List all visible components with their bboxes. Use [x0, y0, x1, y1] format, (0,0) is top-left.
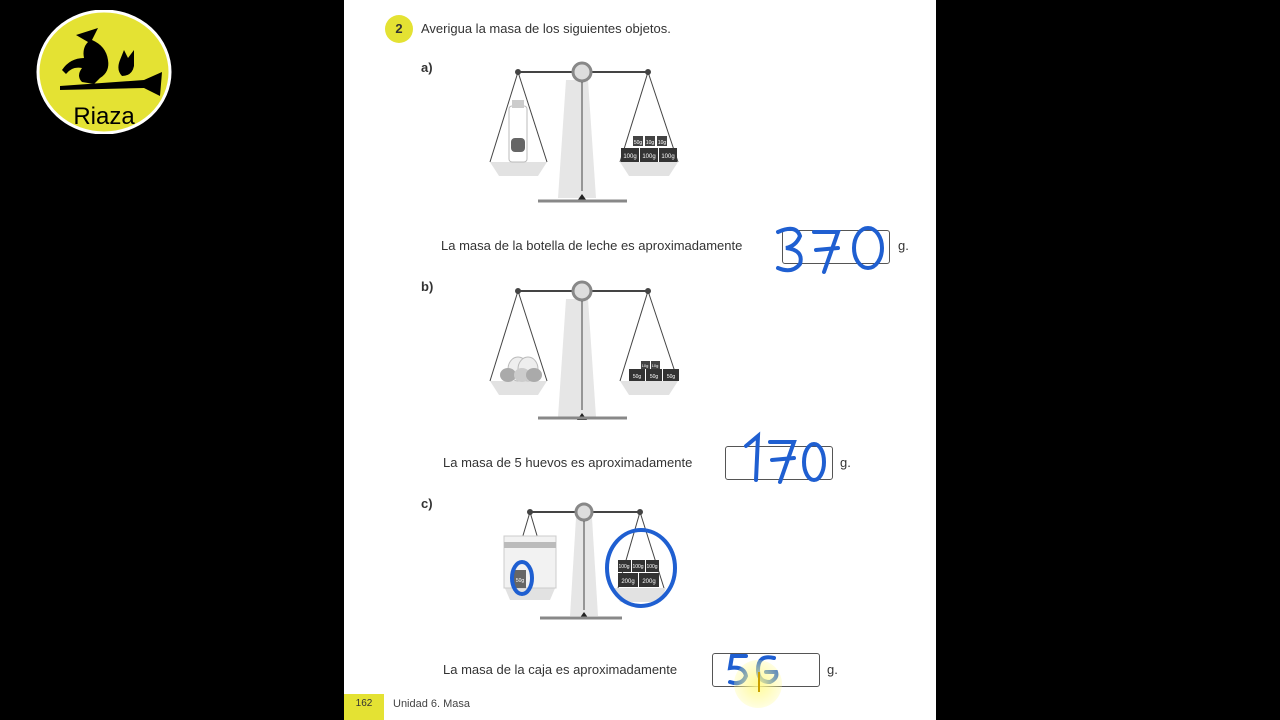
part-b-label: b)	[421, 279, 434, 294]
exercise-instruction: Averigua la masa de los siguientes objetos.	[421, 21, 671, 36]
balance-scale-c	[494, 496, 694, 626]
svg-text:10g: 10g	[641, 363, 649, 368]
unit-title: Unidad 6. Masa	[393, 698, 471, 710]
svg-text:50g: 50g	[649, 374, 659, 380]
svg-text:50g: 50g	[632, 374, 642, 380]
riaza-logo	[36, 10, 172, 134]
svg-text:100g: 100g	[632, 564, 644, 570]
part-c-unit: g.	[827, 662, 838, 677]
svg-text:100g: 100g	[646, 564, 658, 570]
milk-bottle-icon	[509, 106, 527, 162]
logo-text: Riaza	[73, 103, 135, 130]
handwritten-answer-b	[740, 430, 836, 486]
page-number: 162	[344, 694, 384, 720]
part-a-label: a)	[421, 60, 433, 75]
cursor-icon	[758, 672, 760, 692]
weights-c-icon	[618, 560, 659, 587]
svg-text:10g: 10g	[651, 363, 659, 368]
svg-text:50g: 50g	[666, 374, 676, 380]
svg-text:100g: 100g	[623, 154, 637, 160]
part-a-sentence: La masa de la botella de leche es aproximadamente	[441, 238, 743, 253]
svg-text:10g: 10g	[657, 140, 667, 146]
svg-text:50g: 50g	[515, 578, 525, 584]
handwritten-answer-a	[772, 220, 896, 280]
exercise-number: 2	[385, 15, 413, 43]
part-a-unit: g.	[898, 238, 909, 253]
svg-text:100g: 100g	[661, 154, 675, 160]
part-b-sentence: La masa de 5 huevos es aproximadamente	[443, 455, 693, 470]
part-b-unit: g.	[840, 455, 851, 470]
balance-scale-a	[484, 58, 684, 208]
svg-text:100g: 100g	[618, 564, 630, 570]
part-c-sentence: La masa de la caja es aproximadamente	[443, 662, 678, 677]
weights-b-icon	[629, 361, 679, 381]
balance-scale-b	[484, 277, 684, 427]
part-c-label: c)	[421, 496, 433, 511]
textbook-page	[344, 0, 936, 720]
weights-a-icon	[621, 136, 677, 162]
eggs-icon	[500, 357, 542, 382]
svg-text:50g: 50g	[633, 140, 643, 146]
svg-text:100g: 100g	[642, 154, 656, 160]
svg-text:10g: 10g	[645, 140, 655, 146]
svg-text:200g: 200g	[642, 579, 656, 585]
svg-text:200g: 200g	[621, 579, 635, 585]
